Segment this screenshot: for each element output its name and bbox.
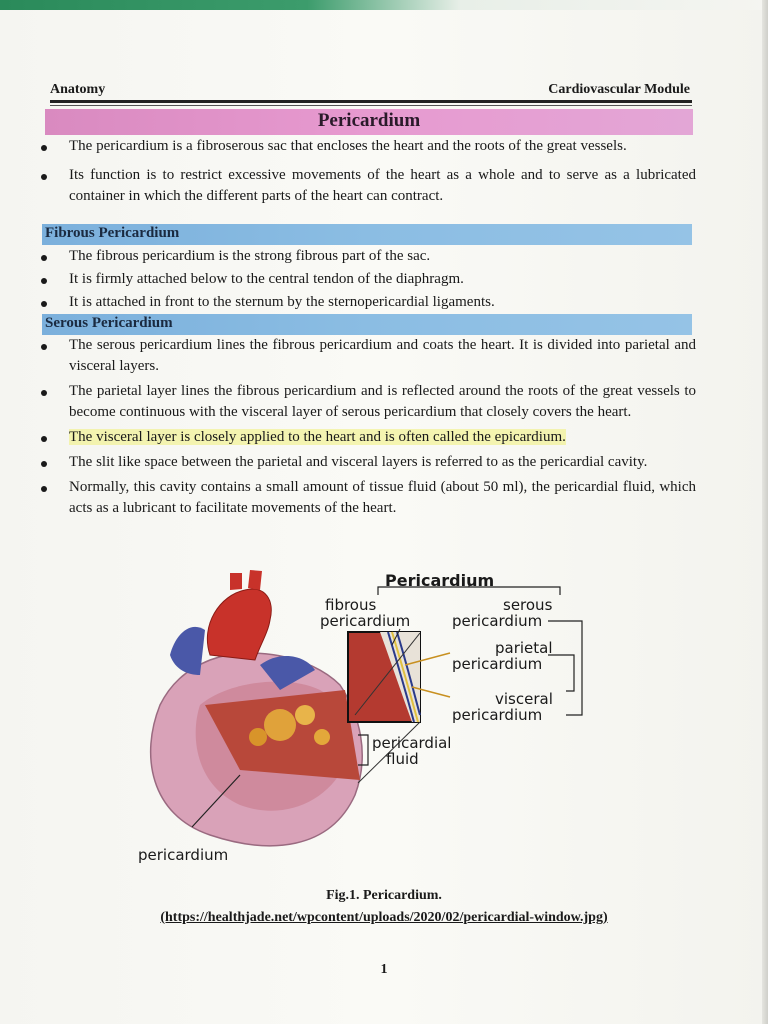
page-number: 1 [380,962,388,977]
fibrous-bullets [36,246,696,313]
bullet-text: The serous pericardium lines the fibrous pericardium and coats the heart. It is divided into parietal and visceral layers. [69,337,696,374]
bullet-dot [41,486,47,492]
section-heading: Serous Pericardium [45,315,173,331]
list-item [36,136,696,157]
label-fluid: pericardial [372,734,452,752]
bullet-dot [41,255,47,261]
bullet-text: The parietal layer lines the fibrous pericardium and is reflected around the roots of the great vessels to become continuous with the visceral layer of serous pericardium that closely covers the heart. [69,383,696,420]
pericardium-figure [130,565,600,875]
page-title: Pericardium [317,110,421,131]
bullet-dot [41,145,47,151]
bullet-text: The pericardium is a fibroserous sac that encloses the heart and the roots of the great vessels. [69,138,627,154]
bullet-dot [41,278,47,284]
list-item [36,335,696,377]
list-item [36,269,696,290]
top-edge-strip [0,0,768,10]
serous-bullets [36,335,696,519]
intro-bullets [36,136,696,207]
bullet-dot [41,344,47,350]
bullet-dot [41,301,47,307]
header-module: Cardiovascular Module [548,82,690,97]
bullet-dot [41,174,47,180]
label-visceral-2: pericardium [452,706,543,724]
list-item [36,427,696,448]
bullet-dot [41,436,47,442]
figure-caption: Fig.1. Pericardium. [326,888,442,903]
label-parietal: parietal [495,639,553,657]
label-fibrous: fibrous [325,596,377,614]
list-item [36,292,696,313]
fat-blob [249,728,267,746]
figure-source-link[interactable]: (https://healthjade.net/wpcontent/uploads/2020/02/pericardial-window.jpg) [160,910,608,925]
list-item [36,165,696,207]
bullet-text: It is attached in front to the sternum by the sternopericardial ligaments. [69,294,495,310]
section-band-serous [42,314,692,335]
aorta-branch [248,570,262,590]
serous-bracket [548,621,582,715]
label-parietal-2: pericardium [452,655,543,673]
list-item [36,452,696,473]
fat-blob [295,705,315,725]
fat-blob [314,729,330,745]
label-serous: serous [503,596,553,614]
label-visceral: visceral [495,690,553,708]
header-subject: Anatomy [50,82,106,97]
bullet-text: The slit like space between the parietal and visceral layers is referred to as the pericardial cavity. [69,454,648,470]
bullet-text: Normally, this cavity contains a small amount of tissue fluid (about 50 ml), the pericardial fluid, which acts as a lubricant to facilitate movements of the heart. [69,479,696,516]
running-header [50,80,690,102]
parietal-bracket [548,655,574,691]
bullet-text: The fibrous pericardium is the strong fibrous part of the sac. [69,248,431,264]
bullet-dot [41,390,47,396]
list-item [36,246,696,267]
header-rule [50,100,692,103]
label-serous-2: pericardium [452,612,543,630]
bullet-text: The visceral layer is closely applied to the heart and is often called the epicardium. [69,429,566,445]
page-edge-shadow [762,0,768,1024]
vena-cava [170,627,205,675]
section-band-fibrous [42,224,692,245]
list-item [36,381,696,423]
aorta [207,589,271,660]
list-item [36,477,696,519]
label-fluid-2: fluid [386,750,419,768]
bullet-text: It is firmly attached below to the central tendon of the diaphragm. [69,271,464,287]
header-rule-thin [50,105,692,106]
label-pericardium: pericardium [138,846,229,864]
figure-title: Pericardium [385,571,495,590]
bullet-dot [41,461,47,467]
section-heading: Fibrous Pericardium [45,225,180,241]
label-fibrous-2: pericardium [320,612,411,630]
title-band [45,109,693,135]
fat-blob [264,709,296,741]
bullet-text: Its function is to restrict excessive movements of the heart as a whole and to serve as a lubricated container in which the different parts of the heart can contract. [69,167,696,204]
aorta-branch [230,573,242,590]
